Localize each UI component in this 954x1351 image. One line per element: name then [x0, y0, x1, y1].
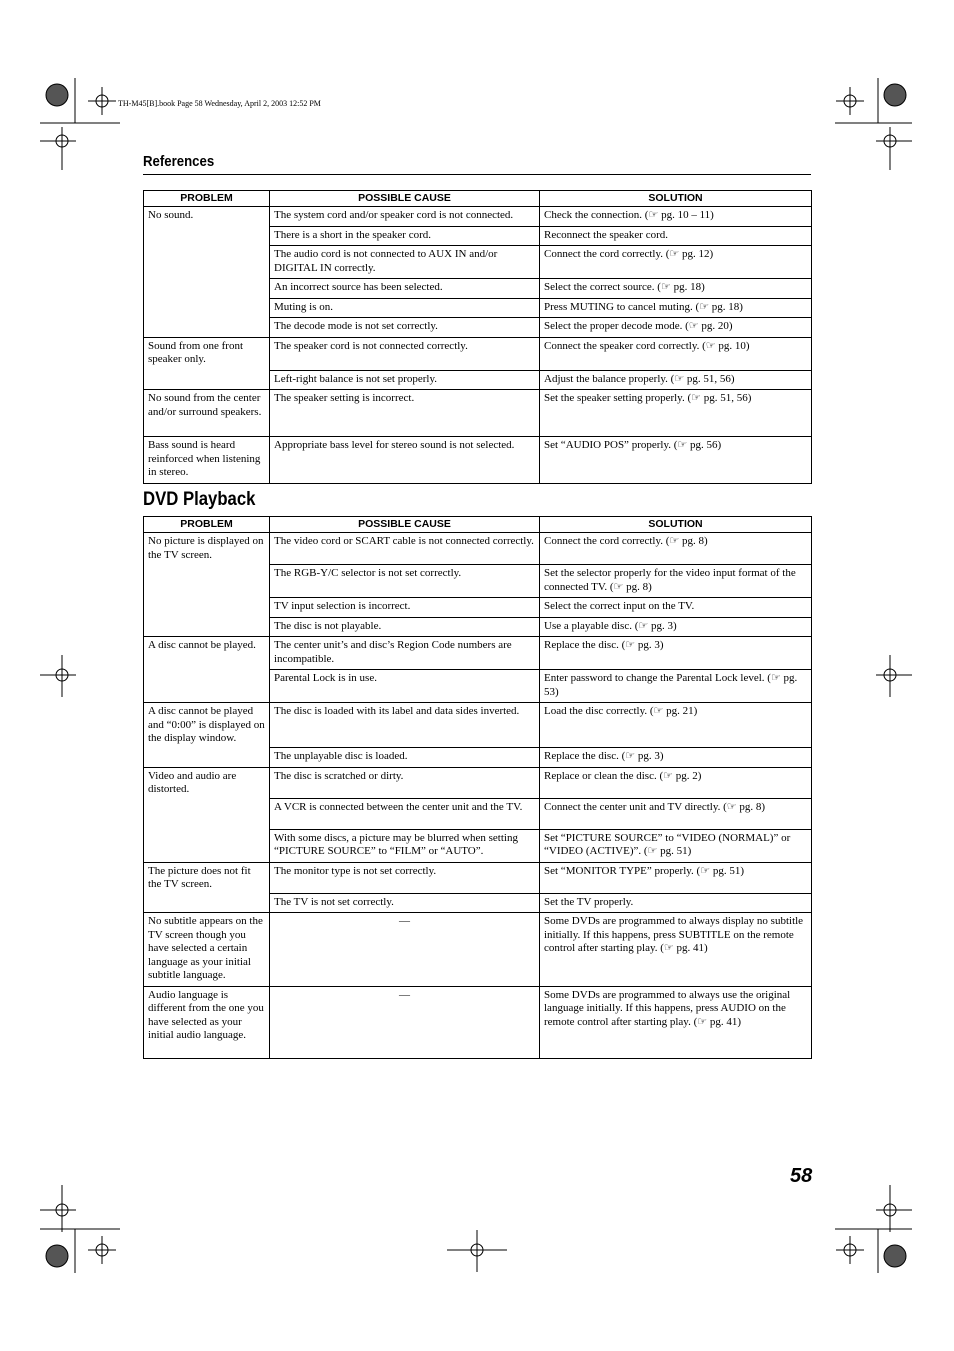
cause-cell: The center unit’s and disc’s Region Code numbers are incompatible.	[270, 637, 540, 670]
cause-cell: An incorrect source has been selected.	[270, 279, 540, 299]
problem-cell: A disc cannot be played.	[144, 637, 270, 703]
problem-cell: Sound from one front speaker only.	[144, 337, 270, 390]
table-row	[144, 533, 812, 565]
problem-cell: Bass sound is heard reinforced when listening in stereo.	[144, 437, 270, 484]
cause-cell: The RGB-Y/C selector is not set correctly.	[270, 565, 540, 598]
cause-cell: Muting is on.	[270, 298, 540, 318]
cause-cell: The disc is scratched or dirty.	[270, 767, 540, 798]
cause-cell: The system cord and/or speaker cord is not connected.	[270, 207, 540, 227]
solution-cell: Replace the disc. (☞ pg. 3)	[540, 637, 812, 670]
header-solution: SOLUTION	[540, 517, 812, 533]
print-header: TH-M45[B].book Page 58 Wednesday, April 2, 2003 12:52 PM	[118, 99, 321, 108]
solution-cell: Select the proper decode mode. (☞ pg. 20)	[540, 318, 812, 338]
solution-cell: Check the connection. (☞ pg. 10 – 11)	[540, 207, 812, 227]
cause-cell: Parental Lock is in use.	[270, 670, 540, 703]
solution-cell: Some DVDs are programmed to always display no subtitle initially. If this happens, press SUBTITLE on the remote control after starting play. (☞ pg. 41)	[540, 913, 812, 987]
solution-cell: Connect the center unit and TV directly. (☞ pg. 8)	[540, 798, 812, 829]
solution-cell: Set the TV properly.	[540, 893, 812, 913]
table-row	[144, 986, 812, 1058]
header-row	[144, 191, 812, 207]
table-row	[144, 703, 812, 748]
solution-cell: Set the selector properly for the video input format of the connected TV. (☞ pg. 8)	[540, 565, 812, 598]
header-row	[144, 517, 812, 533]
solution-cell: Set “AUDIO POS” properly. (☞ pg. 56)	[540, 437, 812, 484]
cause-cell: TV input selection is incorrect.	[270, 598, 540, 618]
cause-cell: The disc is not playable.	[270, 617, 540, 637]
solution-cell: Replace or clean the disc. (☞ pg. 2)	[540, 767, 812, 798]
dvd-playback-table	[143, 516, 812, 1059]
solution-cell: Set “MONITOR TYPE” properly. (☞ pg. 51)	[540, 862, 812, 893]
problem-cell: The picture does not fit the TV screen.	[144, 862, 270, 913]
solution-cell: Select the correct source. (☞ pg. 18)	[540, 279, 812, 299]
solution-cell: Connect the speaker cord correctly. (☞ pg. 10)	[540, 337, 812, 370]
cause-cell: —	[270, 913, 540, 987]
table-row	[144, 337, 812, 370]
cause-cell: —	[270, 986, 540, 1058]
cause-cell: The speaker cord is not connected correctly.	[270, 337, 540, 370]
header-possible-cause: POSSIBLE CAUSE	[270, 191, 540, 207]
solution-cell: Load the disc correctly. (☞ pg. 21)	[540, 703, 812, 748]
problem-cell: No picture is displayed on the TV screen.	[144, 533, 270, 637]
problem-cell: No sound.	[144, 207, 270, 338]
cause-cell: The decode mode is not set correctly.	[270, 318, 540, 338]
cause-cell: There is a short in the speaker cord.	[270, 226, 540, 246]
references-title: References	[143, 153, 215, 170]
solution-cell: Use a playable disc. (☞ pg. 3)	[540, 617, 812, 637]
solution-cell: Enter password to change the Parental Lock level. (☞ pg. 53)	[540, 670, 812, 703]
cause-cell: The disc is loaded with its label and data sides inverted.	[270, 703, 540, 748]
table-row	[144, 637, 812, 670]
title-rule	[143, 174, 811, 175]
cause-cell: The speaker setting is incorrect.	[270, 390, 540, 437]
solution-cell: Reconnect the speaker cord.	[540, 226, 812, 246]
problem-cell: Video and audio are distorted.	[144, 767, 270, 862]
header-solution: SOLUTION	[540, 191, 812, 207]
problem-cell: No subtitle appears on the TV screen though you have selected a certain language as your initial subtitle language.	[144, 913, 270, 987]
cause-cell: Left-right balance is not set properly.	[270, 370, 540, 390]
dvd-playback-title: DVD Playback	[143, 489, 256, 510]
table-row	[144, 390, 812, 437]
solution-cell: Set the speaker setting properly. (☞ pg. 51, 56)	[540, 390, 812, 437]
solution-cell: Set “PICTURE SOURCE” to “VIDEO (NORMAL)” or “VIDEO (ACTIVE)”. (☞ pg. 51)	[540, 829, 812, 862]
table-row	[144, 913, 812, 987]
solution-cell: Replace the disc. (☞ pg. 3)	[540, 748, 812, 768]
solution-cell: Adjust the balance properly. (☞ pg. 51, 56)	[540, 370, 812, 390]
table-row	[144, 437, 812, 484]
header-possible-cause: POSSIBLE CAUSE	[270, 517, 540, 533]
solution-cell: Connect the cord correctly. (☞ pg. 8)	[540, 533, 812, 565]
problem-cell: Audio language is different from the one you have selected as your initial audio language.	[144, 986, 270, 1058]
solution-cell: Select the correct input on the TV.	[540, 598, 812, 618]
header-problem: PROBLEM	[144, 191, 270, 207]
header-problem: PROBLEM	[144, 517, 270, 533]
solution-cell: Press MUTING to cancel muting. (☞ pg. 18)	[540, 298, 812, 318]
table-row	[144, 767, 812, 798]
cause-cell: A VCR is connected between the center unit and the TV.	[270, 798, 540, 829]
cause-cell: The unplayable disc is loaded.	[270, 748, 540, 768]
references-table	[143, 190, 812, 484]
cause-cell: The audio cord is not connected to AUX IN and/or DIGITAL IN correctly.	[270, 246, 540, 279]
problem-cell: A disc cannot be played and “0:00” is displayed on the display window.	[144, 703, 270, 768]
solution-cell: Connect the cord correctly. (☞ pg. 12)	[540, 246, 812, 279]
page-number: 58	[790, 1165, 813, 1187]
cause-cell: The TV is not set correctly.	[270, 893, 540, 913]
cause-cell: The monitor type is not set correctly.	[270, 862, 540, 893]
cause-cell: Appropriate bass level for stereo sound is not selected.	[270, 437, 540, 484]
problem-cell: No sound from the center and/or surround speakers.	[144, 390, 270, 437]
table-row	[144, 207, 812, 227]
cause-cell: The video cord or SCART cable is not connected correctly.	[270, 533, 540, 565]
cause-cell: With some discs, a picture may be blurred when setting “PICTURE SOURCE” to “FILM” or “AUTO”.	[270, 829, 540, 862]
table-row	[144, 862, 812, 893]
solution-cell: Some DVDs are programmed to always use the original language initially. If this happens, press AUDIO on the remote control after starting play. (☞ pg. 41)	[540, 986, 812, 1058]
